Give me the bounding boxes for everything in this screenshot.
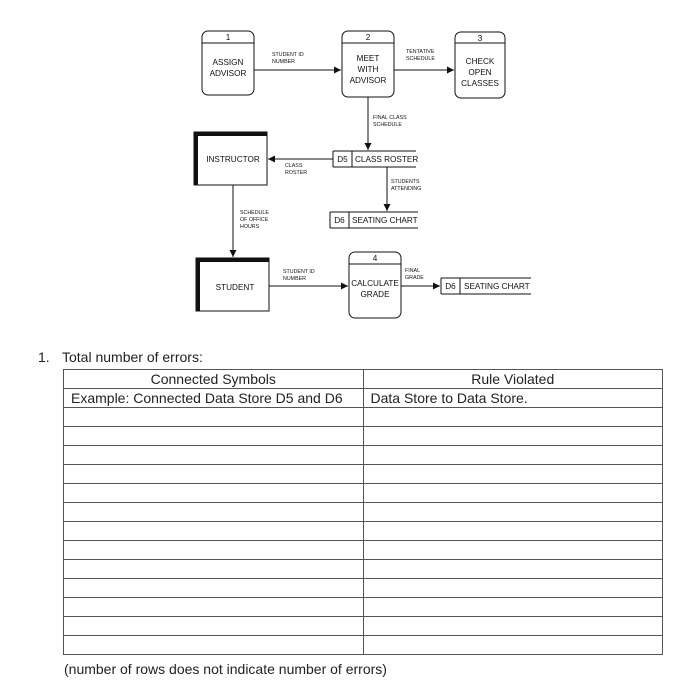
data-store-d5-id: D5	[337, 155, 348, 164]
table-row	[64, 446, 663, 465]
connected-symbols-cell[interactable]	[64, 427, 364, 446]
flow-student-id-number-1-line1: STUDENT ID	[272, 52, 304, 58]
process-2-number: 2	[365, 33, 371, 42]
data-store-d6b-label: SEATING CHART	[464, 282, 530, 291]
connected-symbols-cell[interactable]	[64, 446, 364, 465]
data-flow-diagram	[0, 0, 700, 345]
flow-final-grade-line1: FINAL	[405, 268, 421, 274]
connected-symbols-cell[interactable]	[64, 541, 364, 560]
data-store-d6b-id: D6	[445, 282, 456, 291]
table-row	[64, 598, 663, 617]
table-row	[64, 522, 663, 541]
flow-students-attending	[387, 167, 421, 211]
rule-violated-cell[interactable]	[363, 598, 663, 617]
flow-class-roster-line1: CLASS	[285, 163, 303, 169]
entity-instructor-label: INSTRUCTOR	[206, 155, 260, 164]
flow-class-roster-line2: ROSTER	[285, 170, 308, 176]
connected-symbols-cell[interactable]	[64, 484, 364, 503]
table-row-example	[64, 389, 663, 408]
table-row	[64, 408, 663, 427]
process-4-label-line2: GRADE	[360, 290, 390, 299]
example-connected-symbols: Example: Connected Data Store D5 and D6	[64, 389, 364, 408]
entity-student	[196, 258, 269, 311]
process-2-label-line3: ADVISOR	[349, 76, 387, 85]
data-store-d5-label: CLASS ROSTER	[355, 155, 419, 164]
flow-final-class-schedule-line1: FINAL CLASS	[373, 115, 407, 121]
entity-student-label: STUDENT	[215, 283, 255, 292]
flow-final-grade	[401, 268, 440, 286]
question-text: Total number of errors:	[62, 349, 203, 365]
flow-final-grade-line2: GRADE	[405, 275, 424, 281]
entity-instructor	[194, 132, 267, 185]
connected-symbols-cell[interactable]	[64, 503, 364, 522]
process-2-meet-with-advisor	[342, 31, 394, 97]
data-store-d6-seating-chart-2	[441, 278, 531, 294]
rows-note: (number of rows does not indicate number of errors)	[64, 661, 387, 677]
connected-symbols-cell[interactable]	[64, 579, 364, 598]
data-store-d6-id: D6	[334, 216, 345, 225]
table-row	[64, 484, 663, 503]
table-row	[64, 427, 663, 446]
flow-student-id-number-2-line2: NUMBER	[283, 276, 306, 282]
connected-symbols-cell[interactable]	[64, 560, 364, 579]
flow-students-attending-line2: ATTENDING	[391, 186, 422, 192]
data-store-d5-class-roster	[333, 151, 418, 167]
process-3-number: 3	[477, 34, 483, 43]
table-row	[64, 541, 663, 560]
rule-violated-cell[interactable]	[363, 465, 663, 484]
rule-violated-cell[interactable]	[363, 522, 663, 541]
flow-tentative-schedule-line2: SCHEDULE	[406, 56, 435, 62]
connected-symbols-cell[interactable]	[64, 598, 364, 617]
table-header-row	[64, 370, 663, 389]
rule-violated-cell[interactable]	[363, 446, 663, 465]
flow-student-id-number-2	[269, 269, 348, 286]
rule-violated-cell[interactable]	[363, 579, 663, 598]
flow-office-hours-line2: OF OFFICE	[240, 217, 269, 223]
connected-symbols-cell[interactable]	[64, 636, 364, 655]
table-row	[64, 579, 663, 598]
table-row	[64, 636, 663, 655]
flow-office-hours-line3: HOURS	[240, 224, 260, 230]
errors-table	[63, 369, 663, 655]
rule-violated-cell[interactable]	[363, 427, 663, 446]
process-1-number: 1	[225, 33, 231, 42]
question-heading	[38, 349, 203, 365]
header-rule-violated: Rule Violated	[363, 370, 663, 389]
process-3-label-line3: CLASSES	[461, 79, 499, 88]
flow-final-class-schedule	[368, 97, 407, 150]
rule-violated-cell[interactable]	[363, 617, 663, 636]
flow-student-id-number-1-line2: NUMBER	[272, 59, 295, 65]
rule-violated-cell[interactable]	[363, 503, 663, 522]
process-1-label-line2: ADVISOR	[209, 69, 247, 78]
rule-violated-cell[interactable]	[363, 408, 663, 427]
process-3-check-open-classes	[455, 32, 505, 98]
process-2-label-line1: MEET	[356, 54, 380, 63]
flow-tentative-schedule-line1: TENTATIVE	[406, 49, 435, 55]
process-4-calculate-grade	[349, 252, 401, 318]
rule-violated-cell[interactable]	[363, 636, 663, 655]
process-4-label-line1: CALCULATE	[351, 279, 399, 288]
process-2-label-line2: WITH	[357, 65, 379, 74]
rule-violated-cell[interactable]	[363, 560, 663, 579]
connected-symbols-cell[interactable]	[64, 522, 364, 541]
connected-symbols-cell[interactable]	[64, 617, 364, 636]
flow-schedule-of-office-hours	[233, 185, 269, 257]
question-number: 1.	[38, 349, 50, 365]
table-row	[64, 617, 663, 636]
process-1-assign-advisor	[202, 31, 254, 95]
data-store-d6-seating-chart	[330, 212, 418, 228]
flow-tentative-schedule	[394, 49, 454, 70]
flow-students-attending-line1: STUDENTS	[391, 179, 420, 185]
data-store-d6-label: SEATING CHART	[352, 216, 418, 225]
flow-student-id-number-2-line1: STUDENT ID	[283, 269, 315, 275]
process-4-number: 4	[372, 254, 378, 263]
process-3-label-line1: CHECK	[465, 57, 495, 66]
rule-violated-cell[interactable]	[363, 541, 663, 560]
flow-class-roster	[268, 159, 333, 176]
table-row	[64, 560, 663, 579]
flow-student-id-number-1	[254, 52, 341, 70]
process-1-label-line1: ASSIGN	[212, 58, 244, 67]
table-row	[64, 503, 663, 522]
connected-symbols-cell[interactable]	[64, 408, 364, 427]
flow-final-class-schedule-line2: SCHEDULE	[373, 122, 402, 128]
process-3-label-line2: OPEN	[468, 68, 492, 77]
example-rule-violated: Data Store to Data Store.	[363, 389, 663, 408]
header-connected-symbols: Connected Symbols	[64, 370, 364, 389]
table-row	[64, 465, 663, 484]
flow-office-hours-line1: SCHEDULE	[240, 210, 269, 216]
connected-symbols-cell[interactable]	[64, 465, 364, 484]
rule-violated-cell[interactable]	[363, 484, 663, 503]
